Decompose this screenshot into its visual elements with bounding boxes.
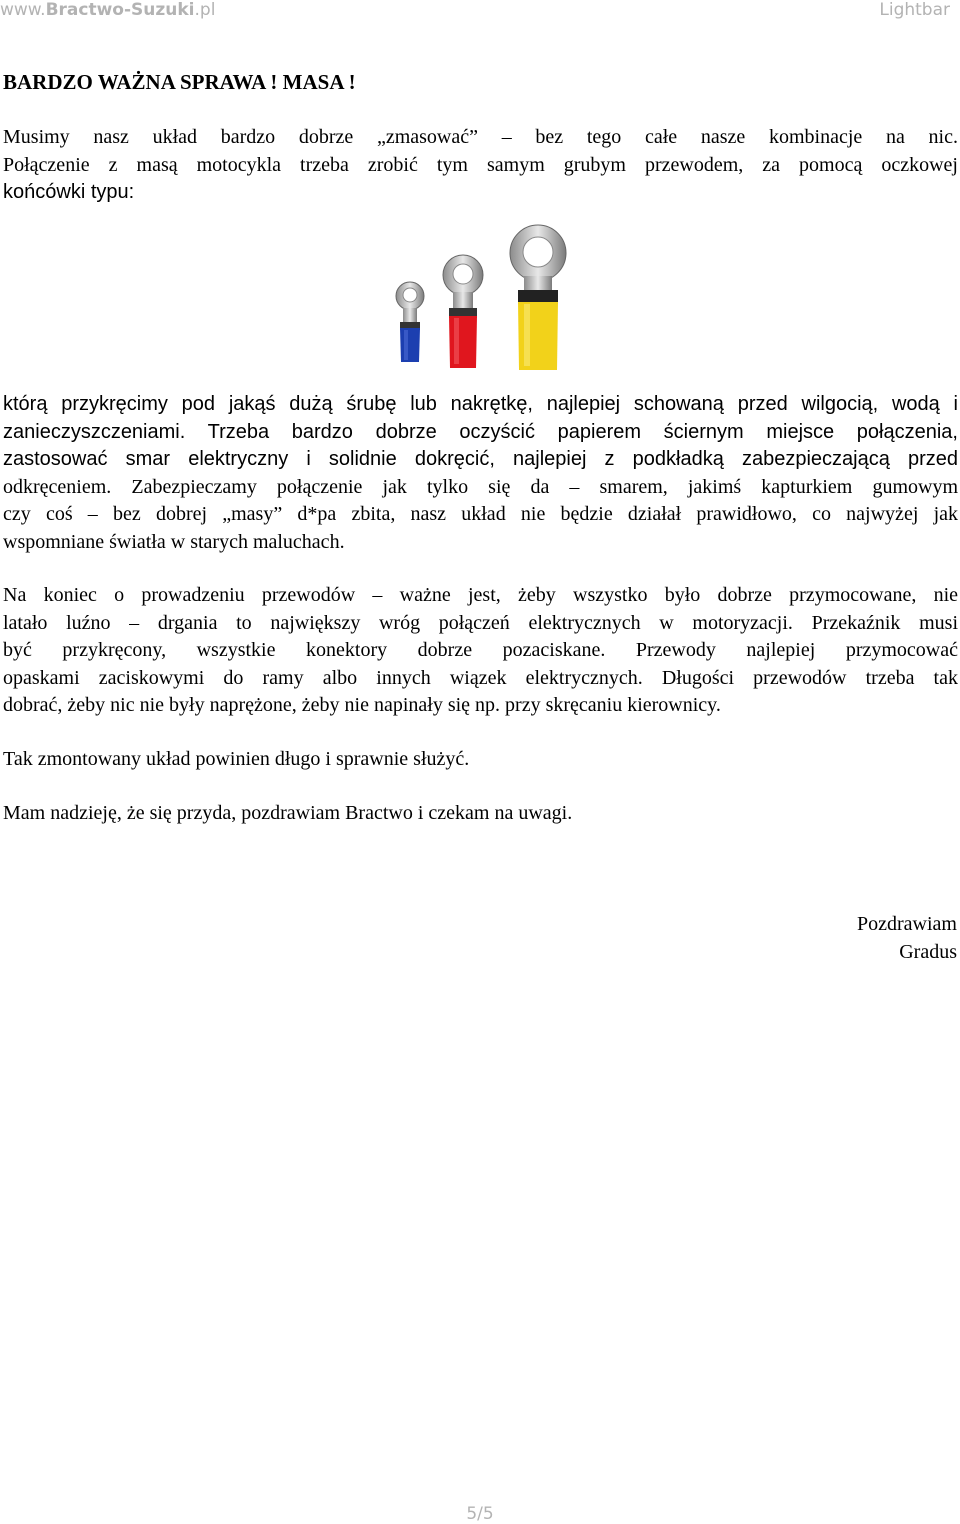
red-ring-terminal bbox=[443, 255, 483, 368]
intro-line: Musimy nasz układ bardzo dobrze „zmasować” – bez tego całe nasze kombinacje na nic. bbox=[3, 126, 958, 148]
site-url[interactable] bbox=[0, 0, 215, 20]
paragraph-line: Tak zmontowany układ powinien długo i sprawnie służyć. bbox=[3, 748, 470, 770]
site-prefix: www. bbox=[0, 0, 46, 20]
paragraph-line: być przykręcony, wszystkie konektory dobrze pozaciskane. Przewody najlepiej przymocować bbox=[3, 639, 958, 661]
closing-paragraph bbox=[3, 746, 958, 774]
intro-line: Połączenie z masą motocykla trzeba zrobić tym samym grubym przewodem, za pomocą oczkowej bbox=[3, 153, 958, 176]
paragraph-line: zanieczyszczeniami. Trzeba bardzo dobrze oczyścić papierem ściernym miejsce połączenia, bbox=[3, 420, 958, 443]
wiring-paragraph bbox=[3, 582, 958, 720]
blue-ring-terminal bbox=[396, 282, 424, 362]
paragraph-line: opaskami zaciskowymi do ramy albo innych wiązek elektrycznych. Długości przewodów trzeba tak bbox=[3, 666, 958, 689]
paragraph-line: zastosować smar elektryczny i solidnie dokręcić, najlepiej z podkładką zabezpieczającą przed bbox=[3, 448, 958, 470]
farewell-paragraph bbox=[3, 800, 958, 828]
document-title: BARDZO WAŻNA SPRAWA ! MASA ! bbox=[3, 70, 356, 94]
paragraph-line: latało luźno – drgania to największy wróg połączeń elektrycznych w motoryzacji. Przekaźnik musi bbox=[3, 611, 958, 634]
paragraph-line: odkręceniem. Zabezpieczamy połączenie jak tylko się da – smarem, jakimś kapturkiem gumowym bbox=[3, 475, 958, 498]
paragraph-line: wspomniane światła w starych maluchach. bbox=[3, 530, 345, 553]
paragraph-line: Mam nadzieję, że się przyda, pozdrawiam Bractwo i czekam na uwagi. bbox=[3, 802, 573, 824]
yellow-ring-terminal bbox=[510, 225, 566, 370]
paragraph-line: czy coś – bez dobrej „masy” d*pa zbita, nasz układ nie będzie działał prawidłowo, co najwyżej jak bbox=[3, 503, 958, 525]
site-name: Bractwo-Suzuki bbox=[45, 0, 195, 20]
paragraph-line: Na koniec o prowadzeniu przewodów – ważne jest, żeby wszystko było dobrze przymocowane, nie bbox=[3, 584, 958, 606]
signature-name: Gradus bbox=[899, 940, 957, 963]
site-suffix: .pl bbox=[194, 0, 216, 20]
ring-terminals-image bbox=[383, 208, 579, 386]
intro-line: końcówki typu: bbox=[3, 181, 135, 203]
intro-paragraph bbox=[3, 124, 958, 207]
section-title: Lightbar bbox=[879, 0, 950, 20]
paragraph-line: dobrać, żeby nic nie były naprężone, żeby nie napinały się np. przy skręcaniu kierownicy. bbox=[3, 694, 721, 716]
grounding-paragraph bbox=[3, 391, 958, 556]
signature-greeting: Pozdrawiam bbox=[857, 913, 957, 935]
signature bbox=[857, 911, 957, 966]
page-number: 5/5 bbox=[466, 1504, 494, 1524]
paragraph-line: którą przykręcimy pod jakąś dużą śrubę lub nakrętkę, najlepiej schowaną przed wilgocią, wodą i bbox=[3, 393, 958, 415]
